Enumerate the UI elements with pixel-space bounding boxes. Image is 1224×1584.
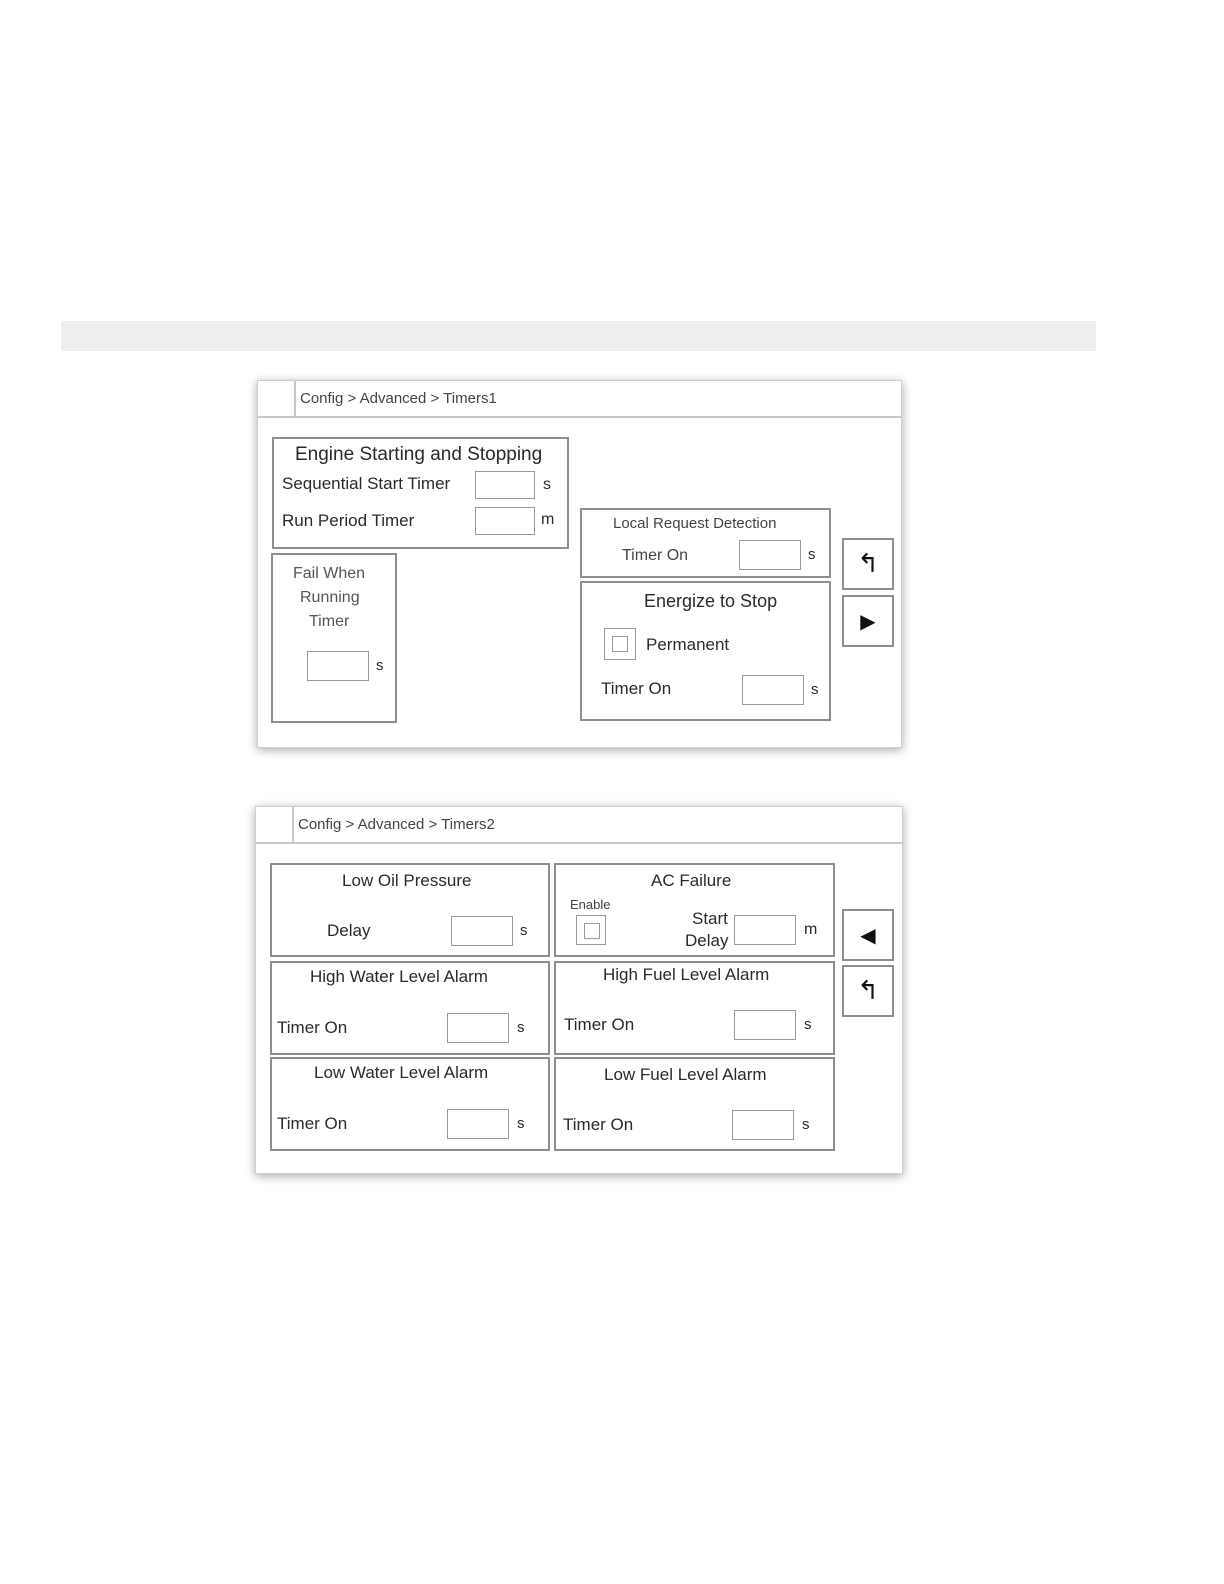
fail-running-title-1: Fail When — [293, 565, 366, 582]
left-arrow-icon: ◀ — [860, 923, 876, 947]
high-fuel-level-group — [554, 961, 835, 1055]
back-button[interactable] — [842, 538, 894, 590]
breadcrumb-bar — [256, 807, 902, 844]
permanent-checkbox-box — [612, 636, 628, 652]
fail-running-input[interactable] — [307, 651, 369, 681]
local-request-title: Local Request Detection — [613, 515, 777, 532]
ac-failure-start-label: Start — [692, 909, 728, 928]
sequential-start-label: Sequential Start Timer — [282, 474, 451, 493]
low-fuel-level-group — [554, 1057, 835, 1151]
engine-starting-group — [272, 437, 569, 549]
energize-timer-label: Timer On — [601, 679, 672, 698]
return-arrow-icon: ↰ — [857, 976, 879, 1006]
energize-timer-input[interactable] — [742, 675, 804, 705]
sequential-start-unit: s — [543, 476, 551, 493]
breadcrumb: Config > Advanced > Timers2 — [298, 816, 495, 833]
back-button[interactable] — [842, 965, 894, 1017]
sequential-start-input[interactable] — [475, 471, 535, 499]
low-water-level-title: Low Water Level Alarm — [314, 1063, 489, 1082]
low-water-timer-unit: s — [517, 1115, 525, 1132]
energize-stop-title: Energize to Stop — [644, 591, 778, 611]
high-fuel-timer-input[interactable] — [734, 1010, 796, 1040]
fail-running-title-3: Timer — [309, 613, 350, 630]
high-water-timer-input[interactable] — [447, 1013, 509, 1043]
low-water-timer-input[interactable] — [447, 1109, 509, 1139]
low-oil-delay-input[interactable] — [451, 916, 513, 946]
run-period-unit: m — [541, 511, 555, 528]
permanent-label: Permanent — [646, 635, 730, 654]
high-fuel-level-title: High Fuel Level Alarm — [603, 965, 770, 984]
ac-failure-enable-checkbox-box — [584, 923, 600, 939]
run-period-label: Run Period Timer — [282, 511, 415, 530]
breadcrumb-corner — [258, 381, 296, 416]
header-band — [61, 321, 1096, 351]
low-fuel-timer-unit: s — [802, 1116, 810, 1133]
ac-failure-enable-checkbox[interactable] — [576, 915, 606, 945]
low-oil-delay-unit: s — [520, 922, 528, 939]
ac-failure-title: AC Failure — [651, 871, 732, 890]
high-water-level-group — [270, 961, 550, 1055]
ac-failure-unit: m — [804, 921, 818, 938]
high-water-timer-unit: s — [517, 1019, 525, 1036]
breadcrumb-corner — [256, 807, 294, 842]
low-fuel-level-title: Low Fuel Level Alarm — [604, 1065, 767, 1084]
fail-running-title-2: Running — [300, 589, 360, 606]
next-button[interactable] — [842, 595, 894, 647]
ac-failure-enable-label: Enable — [570, 897, 611, 912]
local-request-timer-label: Timer On — [622, 547, 689, 564]
engine-starting-title: Engine Starting and Stopping — [295, 444, 543, 465]
local-request-group — [580, 508, 831, 578]
breadcrumb: Config > Advanced > Timers1 — [300, 390, 497, 407]
high-fuel-timer-label: Timer On — [564, 1015, 635, 1034]
run-period-input[interactable] — [475, 507, 535, 535]
energize-timer-unit: s — [811, 681, 819, 698]
play-arrow-icon: ▶ — [860, 609, 876, 633]
low-water-timer-label: Timer On — [277, 1114, 348, 1133]
high-water-timer-label: Timer On — [277, 1018, 348, 1037]
local-request-timer-input[interactable] — [739, 540, 801, 570]
low-water-level-group — [270, 1057, 550, 1151]
timers1-screen — [257, 380, 902, 748]
low-fuel-timer-label: Timer On — [563, 1115, 634, 1134]
local-request-unit: s — [808, 546, 816, 563]
permanent-checkbox[interactable] — [604, 628, 636, 660]
timers2-screen — [255, 806, 903, 1174]
ac-failure-start-delay-input[interactable] — [734, 915, 796, 945]
low-oil-pressure-group — [270, 863, 550, 957]
ac-failure-group — [554, 863, 835, 957]
high-water-level-title: High Water Level Alarm — [310, 967, 488, 986]
previous-button[interactable] — [842, 909, 894, 961]
fail-running-group — [271, 553, 397, 723]
return-arrow-icon: ↰ — [857, 549, 879, 579]
breadcrumb-bar — [258, 381, 901, 418]
energize-stop-group — [580, 581, 831, 721]
high-fuel-timer-unit: s — [804, 1016, 812, 1033]
low-oil-delay-label: Delay — [327, 921, 371, 940]
low-oil-pressure-title: Low Oil Pressure — [342, 871, 472, 890]
ac-failure-delay-label: Delay — [685, 931, 729, 950]
low-fuel-timer-input[interactable] — [732, 1110, 794, 1140]
fail-running-unit: s — [376, 657, 384, 674]
